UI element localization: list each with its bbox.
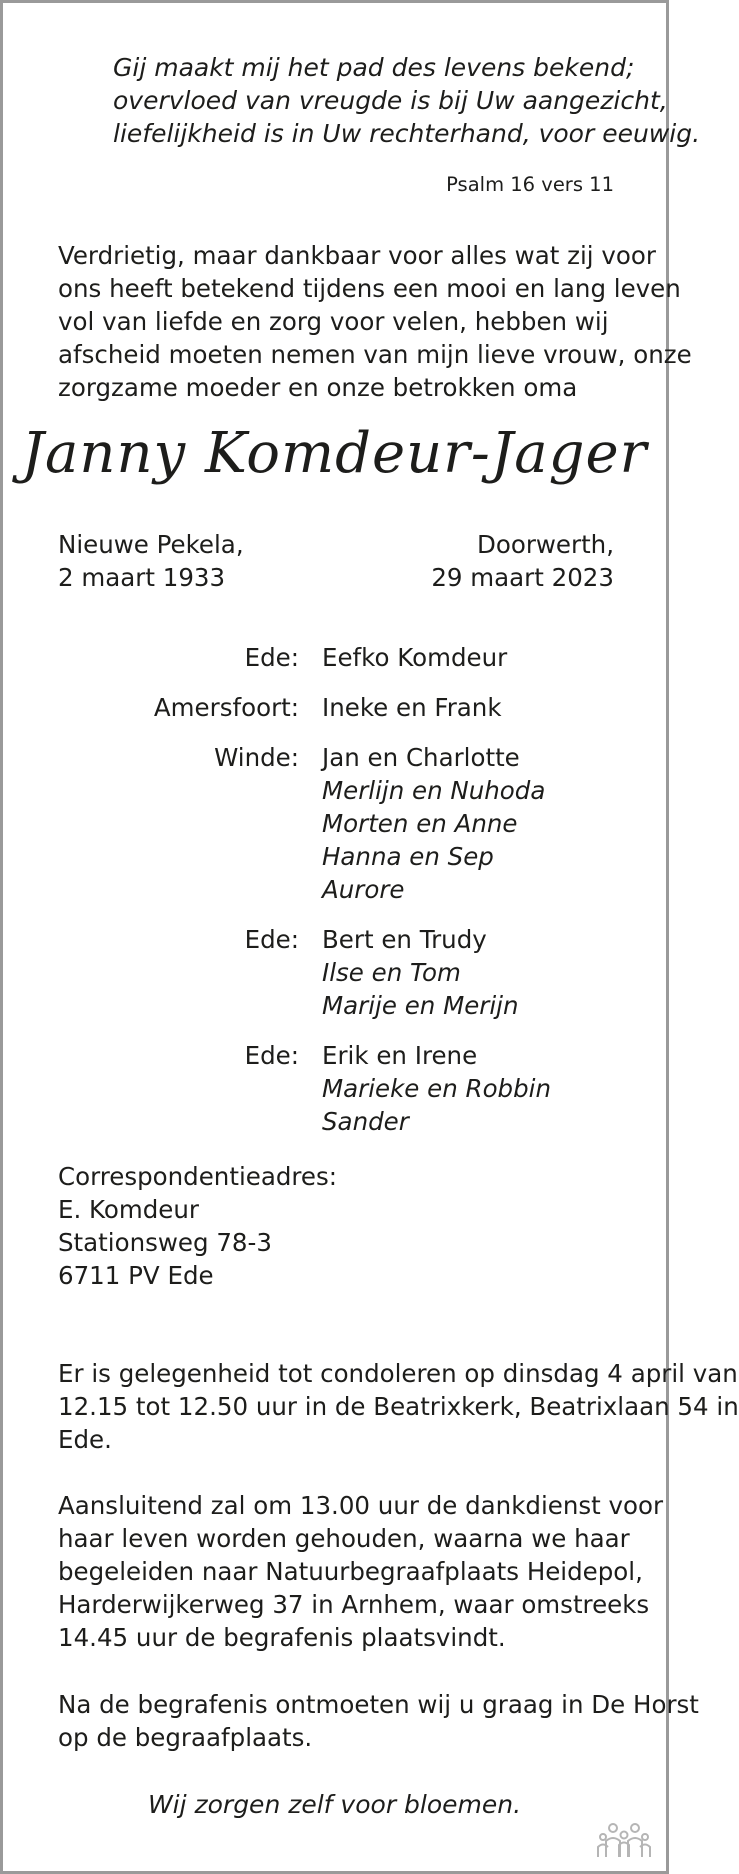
correspondence-postal: 6711 PV Ede <box>58 1261 214 1290</box>
text-line: 12.15 tot 12.50 uur in de Beatrixkerk, Beatrixlaan 54 in <box>58 1392 739 1421</box>
family-main-name: Erik en Irene <box>322 1041 478 1070</box>
psalm-reference: Psalm 16 vers 11 <box>446 173 614 196</box>
intro-line: afscheid moeten nemen van mijn lieve vrouw, onze <box>58 340 692 369</box>
text-line: op de begraafplaats. <box>58 1723 313 1752</box>
death-date: 29 maart 2023 <box>431 563 614 592</box>
intro-text <box>58 239 692 404</box>
poem-verse <box>113 51 701 150</box>
intro-line: zorgzame moeder en onze betrokken oma <box>58 373 578 402</box>
grandchild-name: Aurore <box>322 875 405 904</box>
text-line: Aansluitend zal om 13.00 uur de dankdienst voor <box>58 1491 664 1520</box>
grandchild-name: Marije en Merijn <box>322 991 519 1020</box>
family-city: Winde: <box>214 743 299 772</box>
grandchild-name: Sander <box>322 1107 409 1136</box>
text-line: haar leven worden gehouden, waarna we haar <box>58 1524 630 1553</box>
text-line: Er is gelegenheid tot condoleren op dinsdag 4 april van <box>58 1359 738 1388</box>
grandchild-name: Hanna en Sep <box>322 842 494 871</box>
poem-line: overvloed van vreugde is bij Uw aangezicht, <box>113 86 668 115</box>
family-city: Ede: <box>244 925 299 954</box>
after-text <box>58 1688 699 1754</box>
family-main-name: Jan en Charlotte <box>322 743 520 772</box>
text-line: Ede. <box>58 1425 112 1454</box>
family-group <box>3 641 666 674</box>
family-city: Ede: <box>244 643 299 672</box>
poem-line: liefelijkheid is in Uw rechterhand, voor eeuwig. <box>113 119 701 148</box>
family-city: Ede: <box>244 1041 299 1070</box>
grandchild-name: Morten en Anne <box>322 809 518 838</box>
birth-date: 2 maart 1933 <box>58 563 226 592</box>
text-line: Na de begrafenis ontmoeten wij u graag in De Horst <box>58 1690 699 1719</box>
family-city: Amersfoort: <box>153 693 299 722</box>
grandchild-name: Merlijn en Nuhoda <box>322 776 546 805</box>
grandchild-name: Ilse en Tom <box>322 958 461 987</box>
intro-line: vol van liefde en zorg voor velen, hebben wij <box>58 307 609 336</box>
family-group <box>3 741 666 906</box>
family-group <box>3 923 666 1022</box>
family-main-name: Eefko Komdeur <box>322 643 508 672</box>
condolence-text <box>58 1357 739 1456</box>
family-list <box>3 641 666 1155</box>
death-place: Doorwerth, <box>476 530 614 559</box>
grandchild-name: Marieke en Robbin <box>322 1074 551 1103</box>
poem-line: Gij maakt mij het pad des levens bekend; <box>113 53 635 82</box>
correspondence-label: Correspondentieadres: <box>58 1162 338 1191</box>
deceased-name: Janny Komdeur-Jager <box>21 421 648 486</box>
family-main-name: Bert en Trudy <box>322 925 487 954</box>
family-group <box>3 691 666 724</box>
text-line: begeleiden naar Natuurbegraafplaats Heidepol, <box>58 1557 643 1586</box>
death-info <box>431 528 614 594</box>
correspondence-address <box>58 1160 337 1292</box>
text-line: 14.45 uur de begrafenis plaatsvindt. <box>58 1623 506 1652</box>
flowers-note: Wij zorgen zelf voor bloemen. <box>147 1790 522 1819</box>
intro-line: Verdrietig, maar dankbaar voor alles wat zij voor <box>58 241 656 270</box>
correspondence-name: E. Komdeur <box>58 1195 199 1224</box>
service-text <box>58 1489 664 1654</box>
intro-line: ons heeft betekend tijdens een mooi en lang leven <box>58 274 681 303</box>
birth-place: Nieuwe Pekela, <box>58 530 244 559</box>
family-main-name: Ineke en Frank <box>322 693 502 722</box>
text-line: Harderwijkerweg 37 in Arnhem, waar omstreeks <box>58 1590 650 1619</box>
family-people-icon <box>596 1821 652 1861</box>
family-group <box>3 1039 666 1138</box>
correspondence-street: Stationsweg 78-3 <box>58 1228 272 1257</box>
birth-info <box>58 528 244 594</box>
